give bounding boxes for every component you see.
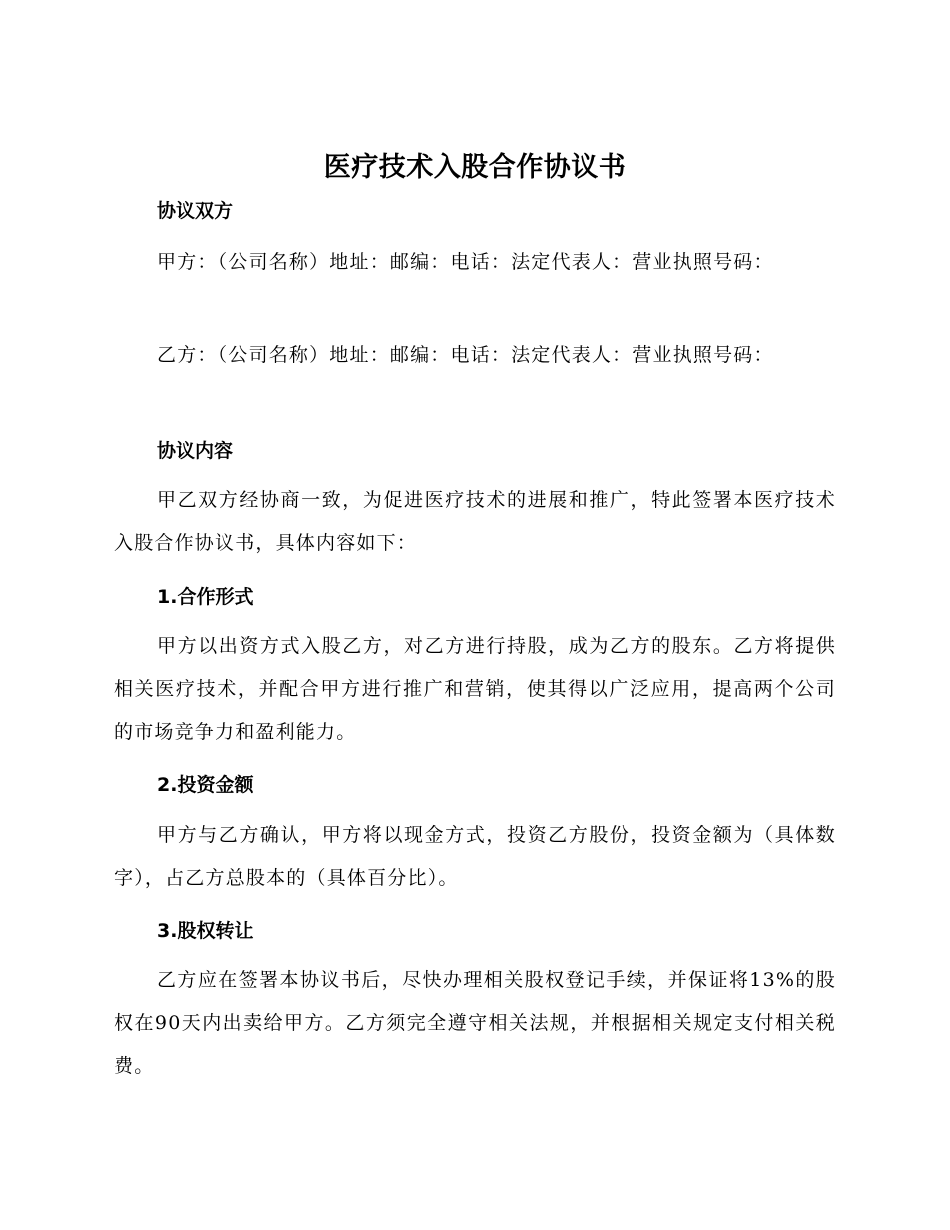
document-title: 医疗技术入股合作协议书: [323, 152, 627, 183]
section-heading-content: 协议内容: [157, 440, 234, 462]
clause-heading-equity-transfer: 3.股权转让: [157, 920, 254, 942]
section-heading-parties: 协议双方: [157, 200, 234, 222]
clause-text-investment: 甲方与乙方确认，甲方将以现金方式，投资乙方股份，投资金额为（具体数字），占乙方总股本的（具体百分比）。: [114, 824, 836, 889]
clause-text-equity-transfer: 乙方应在签署本协议书后，尽快办理相关股权登记手续，并保证将13%的股权在90天内出卖给甲方。乙方须完全遵守相关法规，并根据相关规定支付相关税费。: [114, 969, 836, 1077]
clause-heading-investment: 2.投资金额: [157, 774, 254, 796]
intro-paragraph: 甲乙双方经协商一致，为促进医疗技术的进展和推广，特此签署本医疗技术入股合作协议书，具体内容如下：: [114, 489, 836, 554]
party-b-paragraph: 乙方：（公司名称）地址：邮编：电话：法定代表人：营业执照号码：: [157, 344, 774, 366]
party-a-paragraph: 甲方：（公司名称）地址：邮编：电话：法定代表人：营业执照号码：: [157, 251, 774, 273]
clause-text-cooperation: 甲方以出资方式入股乙方，对乙方进行持股，成为乙方的股东。乙方将提供相关医疗技术，并配合甲方进行推广和营销，使其得以广泛应用，提高两个公司的市场竞争力和盈利能力。: [114, 635, 836, 743]
clause-heading-cooperation: 1.合作形式: [157, 586, 254, 608]
